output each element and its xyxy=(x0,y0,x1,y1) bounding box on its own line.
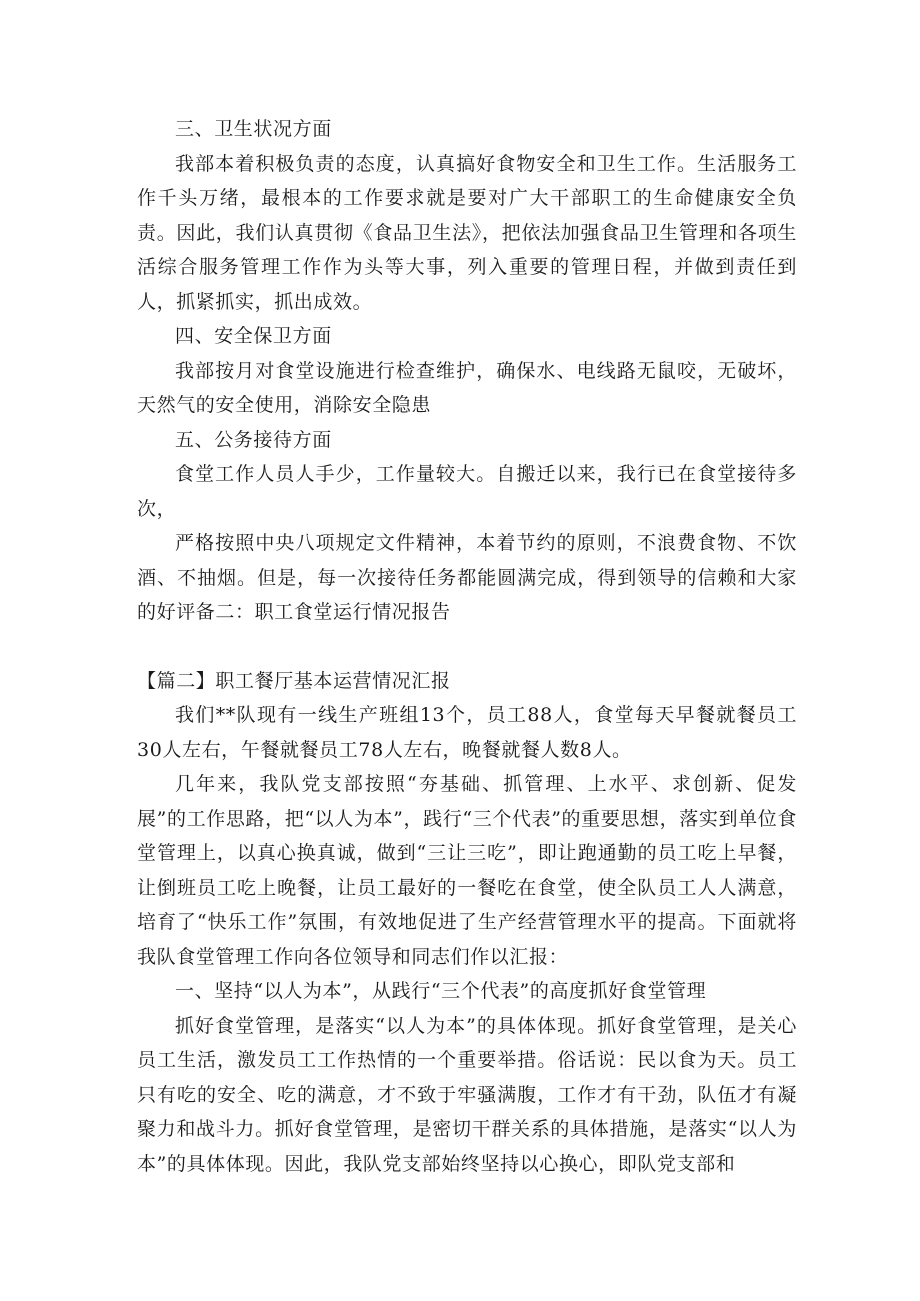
section-title-part-two: 【篇二】职工餐厅基本运营情况汇报 xyxy=(137,669,451,692)
heading-reception: 五、公务接待方面 xyxy=(175,428,332,451)
paragraph-hygiene: 我部本着积极负责的态度，认真搞好食物安全和卫生工作。生活服务工作千头万绪，最根本的工作要求就是要对广大干部职工的生命健康安全负责。因此，我们认真贯彻《食品卫生法》，把依法加强食品卫生管理和各项生活综合服务管理工作作为头等大事，列入重要的管理日程，并做到责任到人，抓紧抓实，抓出成效。 xyxy=(137,152,797,313)
heading-people-first: 一、坚持“以人为本”，从践行“三个代表”的高度抓好食堂管理 xyxy=(175,980,707,1002)
heading-hygiene: 三、卫生状况方面 xyxy=(175,118,332,140)
paragraph-reception-1: 食堂工作人员人手少，工作量较大。自搬迁以来，我行已在食堂接待多次， xyxy=(137,463,797,520)
paragraph-security: 我部按月对食堂设施进行检查维护，确保水、电线路无鼠咬，无破坏，天然气的安全使用，消除安全隐患 xyxy=(137,359,797,416)
paragraph-canteen-management: 抓好食堂管理，是落实“以人为本”的具体体现。抓好食堂管理，是关心员工生活，激发员工工作热情的一个重要举措。俗话说：民以食为天。员工只有吃的安全、吃的满意，才不致于牢骚满腹，工作才有干劲，队伍才有凝聚力和战斗力。抓好食堂管理，是密切干群关系的具体措施，是落实“以人为本”的具体体现。因此，我队党支部始终坚持以心换心，即队党支部和 xyxy=(137,1014,797,1175)
paragraph-reception-2: 严格按照中央八项规定文件精神，本着节约的原则，不浪费食物、不饮酒、不抽烟。但是，每一次接待任务都能圆满完成，得到领导的信赖和大家的好评备二：职工食堂运行情况报告 xyxy=(137,532,797,623)
section-spacer xyxy=(137,630,797,664)
heading-security: 四、安全保卫方面 xyxy=(175,325,332,347)
paragraph-staff-count: 我们**队现有一线生产班组13个，员工88人，食堂每天早餐就餐员工30人左右，午餐就餐员工78人左右，晚餐就餐人数8人。 xyxy=(137,704,797,761)
document-body xyxy=(137,112,797,1181)
paragraph-work-approach: 几年来，我队党支部按照“夯基础、抓管理、上水平、求创新、促发展”的工作思路，把“以人为本”，践行“三个代表”的重要思想，落实到单位食堂管理上，以真心换真诚，做到“三让三吃”，即让跑通勤的员工吃上早餐，让倒班员工吃上晚餐，让员工最好的一餐吃在食堂，使全队员工人人满意，培育了“快乐工作”氛围，有效地促进了生产经营管理水平的提高。下面就将我队食堂管理工作向各位领导和同志们作以汇报： xyxy=(137,773,797,968)
